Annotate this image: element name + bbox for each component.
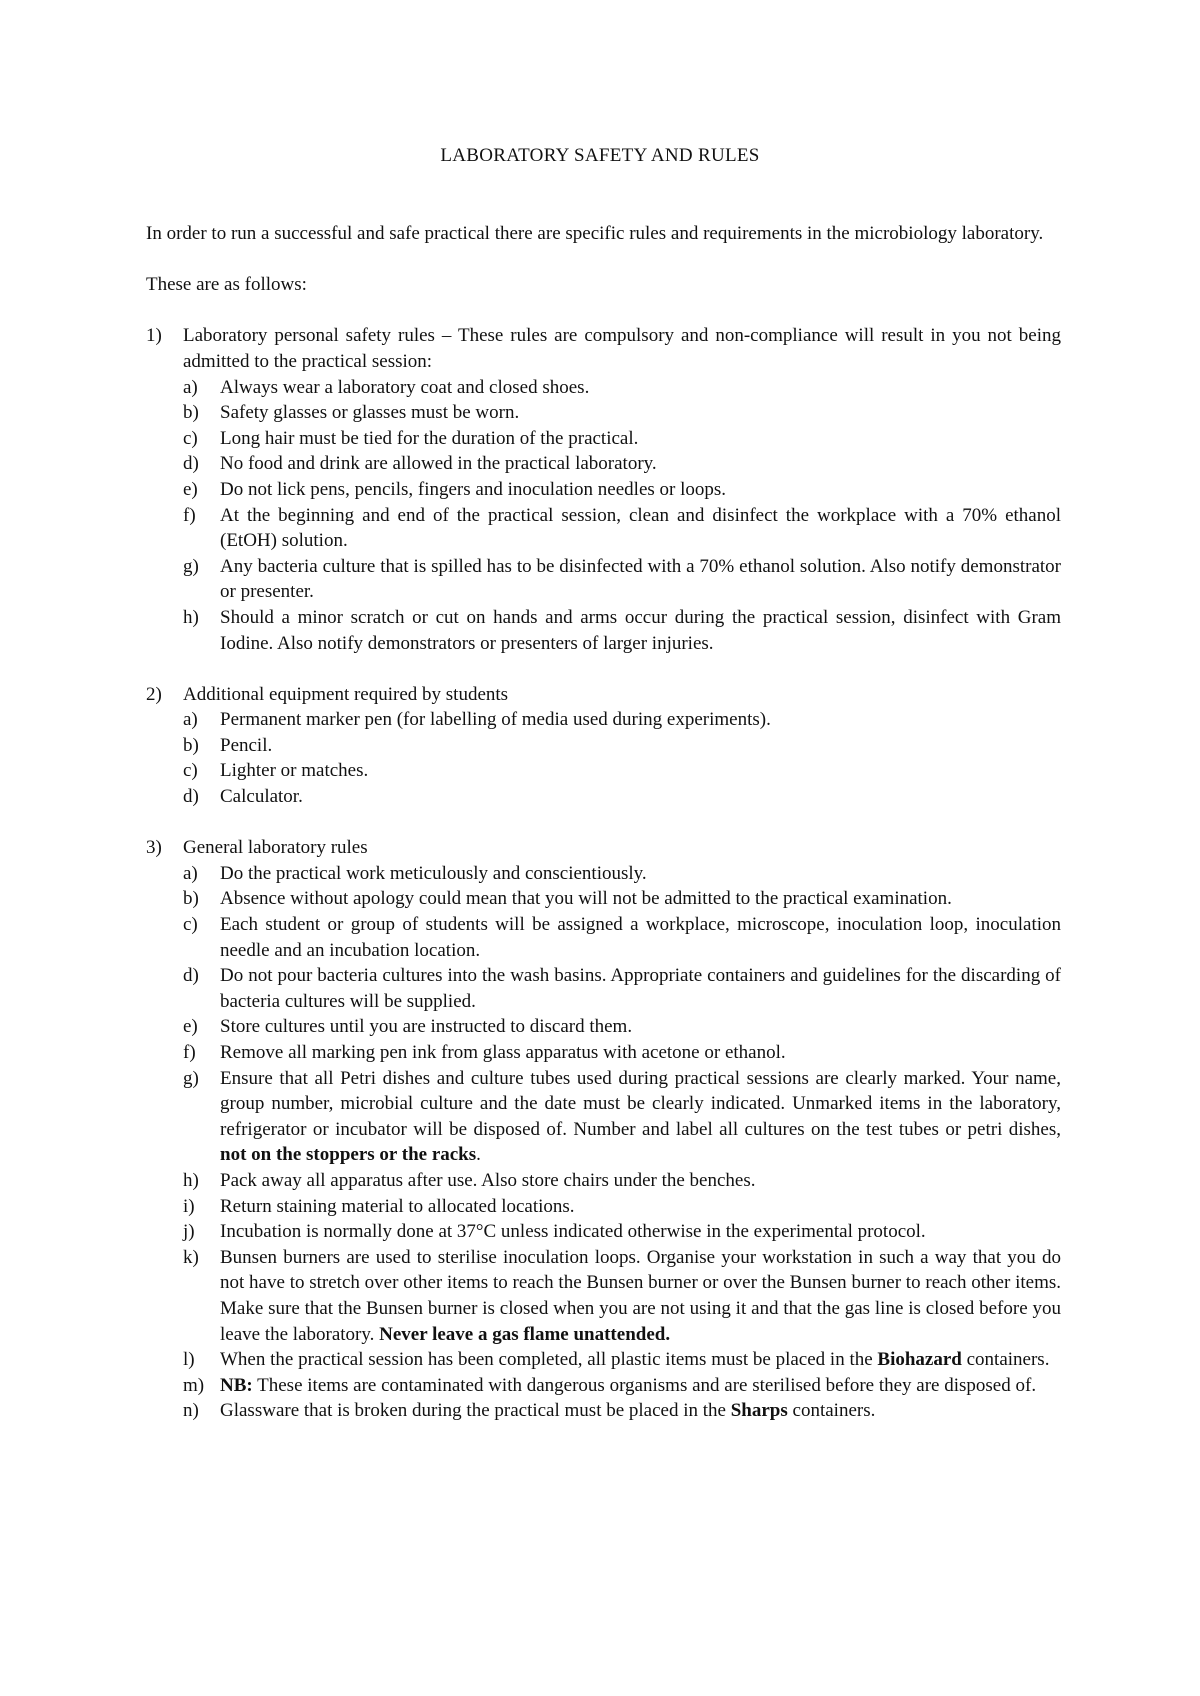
follows-line: These are as follows: [146, 274, 307, 296]
list-item: b) Pencil. [183, 734, 273, 756]
section-number: 1) [146, 325, 162, 347]
list-item: f) At the beginning and end of the practical session, clean and disinfect the workplace with a 70% ethanol (EtOH) solution. [183, 504, 1061, 552]
document-title: LABORATORY SAFETY AND RULES [440, 145, 760, 166]
list-item: d) Do not pour bacteria cultures into the wash basins. Appropriate containers and guidelines for the discarding of bacteria cultures will be supplied. [183, 965, 1061, 1012]
list-item: a) Do the practical work meticulously and conscientiously. [183, 862, 647, 884]
list-item: c) Each student or group of students will be assigned a workplace, microscope, inoculation loop, inoculation needle and an incubation location. [183, 914, 1061, 961]
section-personal-safety [146, 323, 1061, 656]
section-heading: Additional equipment required by students [183, 683, 509, 705]
section-heading: Laboratory personal safety rules – These rules are compulsory and non-compliance will result in you not being admitted to the practical session: [183, 325, 1061, 372]
list-item: h) Pack away all apparatus after use. Also store chairs under the benches. [183, 1169, 756, 1191]
document-body [146, 221, 1061, 1424]
list-item: d) Calculator. [183, 786, 303, 808]
list-item: c) Lighter or matches. [183, 760, 369, 782]
bold-emphasis: NB: [220, 1374, 253, 1396]
list-item: f) Remove all marking pen ink from glass apparatus with acetone or ethanol. [183, 1042, 786, 1063]
section-number: 2) [146, 683, 162, 705]
list-item: j) Incubation is normally done at 37°C unless indicated otherwise in the experimental protocol. [183, 1221, 926, 1243]
list-item: k) Bunsen burners are used to sterilise inoculation loops. Organise your workstation in such a way that you do not have to stretch over other items to reach the Bunsen burner or over the Bunsen burner to reach other items. Make sure that the Bunsen burner is closed when you are not using it and that the gas line is closed before you leave the laboratory. Never leave a gas flame unattended. [183, 1246, 1061, 1345]
section-additional-equipment [146, 682, 1061, 810]
list-item: b) Safety glasses or glasses must be worn. [183, 402, 520, 424]
bold-emphasis: Never leave a gas flame unattended. [379, 1323, 671, 1345]
list-item: n) Glassware that is broken during the practical must be placed in the Sharps containers. [183, 1400, 876, 1422]
list-item: a) Always wear a laboratory coat and closed shoes. [183, 376, 590, 398]
bold-emphasis: Sharps [730, 1400, 788, 1422]
list-item: e) Do not lick pens, pencils, fingers and inoculation needles or loops. [183, 478, 727, 500]
list-item: e) Store cultures until you are instructed to discard them. [183, 1016, 633, 1038]
list-item: b) Absence without apology could mean that you will not be admitted to the practical examination. [183, 888, 952, 910]
list-item: m) NB: These items are contaminated with dangerous organisms and are sterilised before they are disposed of. [183, 1374, 1037, 1396]
list-item: d) No food and drink are allowed in the practical laboratory. [183, 453, 657, 475]
bold-emphasis: Biohazard [877, 1349, 962, 1371]
bold-emphasis: not on the stoppers or the racks [220, 1144, 477, 1166]
section-heading: General laboratory rules [183, 837, 368, 859]
list-item: g) Ensure that all Petri dishes and culture tubes used during practical sessions are clearly marked. Your name, group number, microbial culture and the date must be clearly indicated. Unmarked items in the laboratory, refrigerator or incubator will be disposed of. Number and label all cultures on the test tubes or petri dishes, not on the stoppers or the racks. [183, 1067, 1061, 1166]
list-item: g) Any bacteria culture that is spilled has to be disinfected with a 70% ethanol solution. Also notify demonstrator or presenter. [183, 555, 1061, 603]
list-item: h) Should a minor scratch or cut on hands and arms occur during the practical session, disinfect with Gram Iodine. Also notify demonstrators or presenters of larger injuries. [183, 606, 1061, 654]
list-item: c) Long hair must be tied for the duration of the practical. [183, 427, 639, 449]
section-general-rules [146, 835, 1061, 1424]
section-number: 3) [146, 837, 162, 859]
list-item: i) Return staining material to allocated locations. [183, 1195, 575, 1217]
list-item: l) When the practical session has been completed, all plastic items must be placed in the Biohazard containers. [183, 1349, 1050, 1371]
list-item: a) Permanent marker pen (for labelling of media used during experiments). [183, 709, 771, 731]
intro-paragraph: In order to run a successful and safe practical there are specific rules and requirements in the microbiology laboratory. [146, 223, 1044, 244]
